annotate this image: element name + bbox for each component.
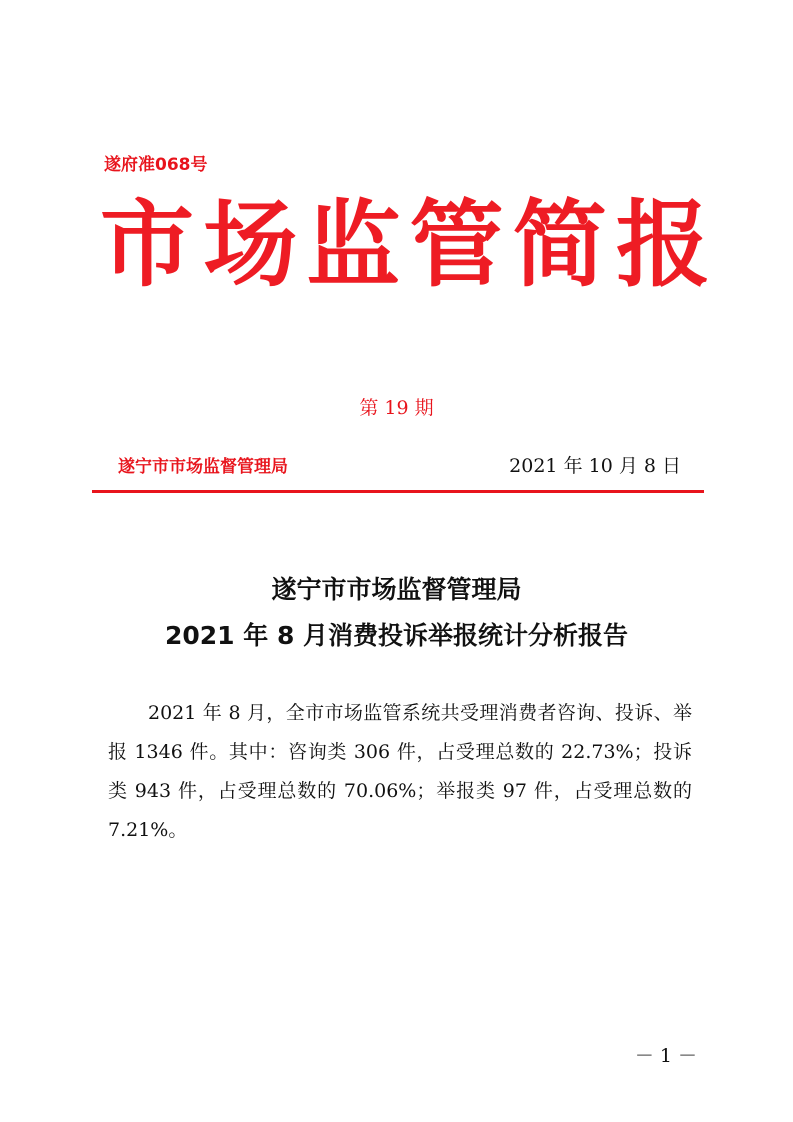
masthead-char: 场	[203, 191, 298, 300]
masthead-title	[100, 186, 710, 306]
page-number: － 1 －	[634, 1045, 697, 1067]
header-divider	[92, 490, 704, 493]
masthead-char: 市	[100, 191, 195, 300]
masthead-char: 管	[409, 191, 504, 300]
document-title-line2: 2021 年 8 月消费投诉举报统计分析报告	[164, 621, 629, 650]
document-title-line1: 遂宁市市场监督管理局	[271, 575, 522, 604]
issuer-name: 遂宁市市场监督管理局	[118, 457, 288, 477]
masthead-char: 简	[512, 191, 607, 300]
issue-number: 第 19 期	[359, 397, 434, 419]
masthead-char: 报	[615, 191, 710, 300]
body-paragraph: 2021 年 8 月，全市市场监管系统共受理消费者咨询、投诉、举报 1346 件。其中：咨询类 306 件，占受理总数的 22.73%；投诉类 943 件，占受理总数的 70.06%；举报类 97 件，占受理总数的 7.21%。	[108, 702, 692, 841]
approval-number: 遂府准068号	[104, 155, 208, 175]
issue-date: 2021 年 10 月 8 日	[509, 455, 681, 477]
masthead-char: 监	[306, 191, 401, 300]
